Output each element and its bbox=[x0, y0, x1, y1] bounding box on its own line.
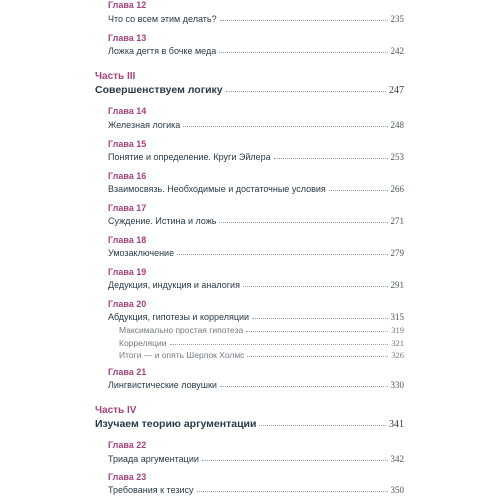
chapter-13-entry[interactable] bbox=[108, 46, 404, 56]
section-page: 319 bbox=[391, 325, 404, 335]
dot-leader bbox=[219, 221, 387, 223]
chapter-18-page: 279 bbox=[390, 248, 404, 258]
part-4-page: 341 bbox=[389, 419, 404, 430]
chapter-12-page: 235 bbox=[390, 14, 404, 24]
chapter-13-title: Ложка дегтя в бочке меда bbox=[108, 46, 217, 56]
chapter-23-label: Глава 23 bbox=[108, 472, 147, 482]
chapter-19-entry[interactable] bbox=[108, 280, 404, 290]
chapter-23-entry[interactable] bbox=[108, 485, 404, 495]
dot-leader bbox=[202, 459, 388, 461]
chapter-18-label: Глава 18 bbox=[108, 235, 147, 245]
chapter-16-label: Глава 16 bbox=[108, 171, 147, 181]
chapter-17-title: Суждение. Истина и ложь bbox=[108, 216, 217, 226]
part-4-entry[interactable] bbox=[95, 418, 404, 430]
chapter-17-entry[interactable] bbox=[108, 216, 404, 226]
chapter-15-title: Понятие и определение. Круги Эйлера bbox=[108, 152, 271, 162]
chapter-13-label: Глава 13 bbox=[108, 33, 147, 43]
chapter-21-label: Глава 21 bbox=[108, 367, 147, 377]
section-title: Итоги — и опять Шерлок Холмс bbox=[119, 350, 245, 360]
chapter-18-title: Умозаключение bbox=[108, 248, 175, 258]
chapter-23-title: Требования к тезису bbox=[108, 485, 194, 495]
chapter-17-page: 271 bbox=[390, 216, 404, 226]
dot-leader bbox=[226, 90, 386, 92]
chapter-20-page: 315 bbox=[390, 312, 404, 322]
chapter-15-entry[interactable] bbox=[108, 152, 404, 162]
section-title: Корреляции bbox=[119, 338, 167, 348]
dot-leader bbox=[177, 253, 387, 255]
chapter-12-label: Глава 12 bbox=[108, 0, 147, 10]
chapter-16-page: 266 bbox=[390, 184, 404, 194]
dot-leader bbox=[220, 385, 388, 387]
chapter-20-entry[interactable] bbox=[108, 312, 404, 322]
part-4-label: Часть IV bbox=[95, 405, 137, 416]
chapter-21-title: Лингвистические ловушки bbox=[108, 380, 217, 390]
dot-leader bbox=[197, 490, 388, 492]
chapter-22-title: Триада аргументации bbox=[108, 454, 199, 464]
section-entry[interactable] bbox=[119, 338, 404, 348]
chapter-16-entry[interactable] bbox=[108, 184, 404, 194]
chapter-12-entry[interactable] bbox=[108, 14, 404, 24]
section-title: Максимально простая гипотеза bbox=[119, 325, 244, 335]
chapter-22-label: Глава 22 bbox=[108, 440, 147, 450]
chapter-12-title: Что со всем этим делать? bbox=[108, 14, 217, 24]
dot-leader bbox=[219, 51, 387, 53]
section-page: 326 bbox=[391, 350, 404, 360]
dot-leader bbox=[247, 355, 388, 357]
chapter-20-label: Глава 20 bbox=[108, 299, 147, 309]
chapter-20-title: Абдукция, гипотезы и корреляции bbox=[108, 312, 250, 322]
chapter-13-page: 242 bbox=[390, 46, 404, 56]
chapter-23-page: 350 bbox=[390, 485, 404, 495]
dot-leader bbox=[252, 317, 387, 319]
dot-leader bbox=[243, 285, 388, 287]
chapter-17-label: Глава 17 bbox=[108, 203, 147, 213]
chapter-21-entry[interactable] bbox=[108, 380, 404, 390]
chapter-22-page: 342 bbox=[390, 454, 404, 464]
part-3-entry[interactable] bbox=[95, 84, 404, 96]
part-3-title: Совершенствуем логику bbox=[95, 84, 223, 96]
chapter-19-page: 291 bbox=[390, 280, 404, 290]
chapter-16-title: Взаимосвязь. Необходимые и достаточные условия bbox=[108, 184, 326, 194]
part-3-label: Часть III bbox=[95, 71, 136, 82]
dot-leader bbox=[246, 330, 388, 332]
section-entry[interactable] bbox=[119, 325, 404, 335]
part-4-title: Изучаем теорию аргументации bbox=[95, 418, 257, 430]
chapter-14-title: Железная логика bbox=[108, 120, 181, 130]
dot-leader bbox=[274, 157, 388, 159]
chapter-15-page: 253 bbox=[390, 152, 404, 162]
dot-leader bbox=[259, 424, 386, 426]
dot-leader bbox=[170, 343, 389, 345]
dot-leader bbox=[329, 189, 388, 191]
chapter-14-entry[interactable] bbox=[108, 120, 404, 130]
chapter-14-page: 248 bbox=[390, 120, 404, 130]
chapter-19-label: Глава 19 bbox=[108, 267, 147, 277]
dot-leader bbox=[183, 125, 387, 127]
dot-leader bbox=[220, 19, 388, 21]
part-3-page: 247 bbox=[389, 85, 404, 96]
chapter-22-entry[interactable] bbox=[108, 454, 404, 464]
chapter-21-page: 330 bbox=[390, 380, 404, 390]
section-entry[interactable] bbox=[119, 350, 404, 360]
chapter-18-entry[interactable] bbox=[108, 248, 404, 258]
chapter-15-label: Глава 15 bbox=[108, 139, 147, 149]
chapter-14-label: Глава 14 bbox=[108, 106, 147, 116]
section-page: 321 bbox=[391, 338, 404, 348]
chapter-19-title: Дедукция, индукция и аналогия bbox=[108, 280, 240, 290]
